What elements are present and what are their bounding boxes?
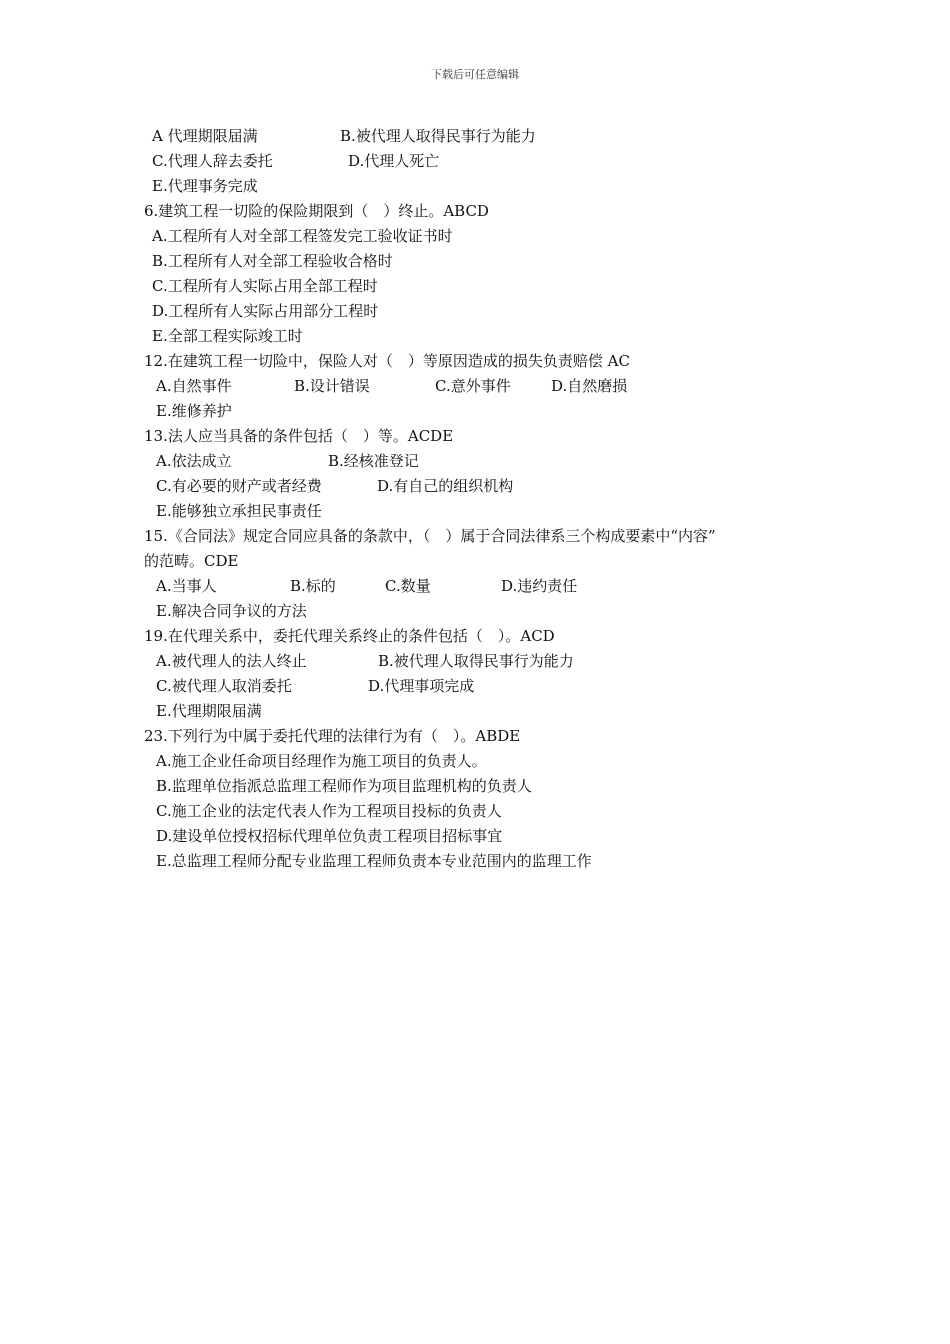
question-stem: 13.法人应当具备的条件包括（ ）等。ACDE <box>144 427 454 445</box>
option-c: C.意外事件 <box>435 377 511 395</box>
option-row <box>144 299 824 324</box>
option-row <box>144 824 824 849</box>
question-stem-continued: 的范畴。CDE <box>144 552 239 570</box>
option-a: A.施工企业任命项目经理作为施工项目的负责人。 <box>156 752 487 770</box>
option-e: E.能够独立承担民事责任 <box>156 502 322 520</box>
option-row <box>144 124 824 149</box>
option-row <box>144 149 824 174</box>
option-row <box>144 674 824 699</box>
option-c: C.代理人辞去委托 <box>152 152 273 170</box>
option-b: B.被代理人取得民事行为能力 <box>378 652 574 670</box>
option-a: A.依法成立 <box>156 452 232 470</box>
option-row <box>144 574 824 599</box>
option-row <box>144 474 824 499</box>
option-row <box>144 399 824 424</box>
option-a: A.当事人 <box>156 577 217 595</box>
option-c: C.数量 <box>385 577 431 595</box>
option-d: D.工程所有人实际占用部分工程时 <box>152 302 379 320</box>
option-d: D.有自己的组织机构 <box>377 477 514 495</box>
option-b: B.设计错误 <box>294 377 370 395</box>
option-d: D.违约责任 <box>501 577 578 595</box>
option-row <box>144 649 824 674</box>
option-row <box>144 249 824 274</box>
option-c: C.工程所有人实际占用全部工程时 <box>152 277 378 295</box>
option-e: E.代理期限届满 <box>156 702 262 720</box>
option-b: B.工程所有人对全部工程验收合格时 <box>152 252 393 270</box>
option-row <box>144 274 824 299</box>
option-b: B.标的 <box>290 577 336 595</box>
option-row <box>144 599 824 624</box>
page-header: 下载后可任意编辑 <box>431 68 519 81</box>
option-e: E.代理事务完成 <box>152 177 258 195</box>
question-stem: 23.下列行为中属于委托代理的法律行为有（ ）。ABDE <box>144 727 521 745</box>
option-row <box>144 224 824 249</box>
option-row <box>144 774 824 799</box>
document-body <box>144 124 824 874</box>
option-row <box>144 174 824 199</box>
option-e: E.全部工程实际竣工时 <box>152 327 303 345</box>
option-row <box>144 324 824 349</box>
option-row <box>144 849 824 874</box>
option-d: D.代理人死亡 <box>348 152 440 170</box>
option-row <box>144 449 824 474</box>
option-b: B.监理单位指派总监理工程师作为项目监理机构的负责人 <box>156 777 532 795</box>
option-b: B.被代理人取得民事行为能力 <box>340 127 536 145</box>
option-a: A 代理期限届满 <box>152 127 258 145</box>
option-e: E.维修养护 <box>156 402 232 420</box>
option-a: A.被代理人的法人终止 <box>156 652 307 670</box>
question-stem: 15.《合同法》规定合同应具备的条款中，（ ）属于合同法律系三个构成要素中“内容” <box>144 527 716 545</box>
option-c: C.有必要的财产或者经费 <box>156 477 322 495</box>
question-stem: 12.在建筑工程一切险中，保险人对（ ）等原因造成的损失负责赔偿 AC <box>144 352 630 370</box>
option-row <box>144 799 824 824</box>
option-d: D.代理事项完成 <box>368 677 475 695</box>
option-e: E.解决合同争议的方法 <box>156 602 307 620</box>
option-e: E.总监理工程师分配专业监理工程师负责本专业范围内的监理工作 <box>156 852 592 870</box>
question-stem: 19.在代理关系中，委托代理关系终止的条件包括（ ）。ACD <box>144 627 555 645</box>
option-row <box>144 499 824 524</box>
option-c: C.施工企业的法定代表人作为工程项目投标的负责人 <box>156 802 502 820</box>
option-c: C.被代理人取消委托 <box>156 677 292 695</box>
option-a: A.自然事件 <box>156 377 232 395</box>
option-b: B.经核准登记 <box>328 452 419 470</box>
option-row <box>144 699 824 724</box>
option-row <box>144 374 824 399</box>
option-d: D.自然磨损 <box>551 377 628 395</box>
option-a: A.工程所有人对全部工程签发完工验收证书时 <box>152 227 453 245</box>
option-d: D.建设单位授权招标代理单位负责工程项目招标事宜 <box>156 827 503 845</box>
question-stem: 6.建筑工程一切险的保险期限到（ ）终止。ABCD <box>144 202 489 220</box>
option-row <box>144 749 824 774</box>
